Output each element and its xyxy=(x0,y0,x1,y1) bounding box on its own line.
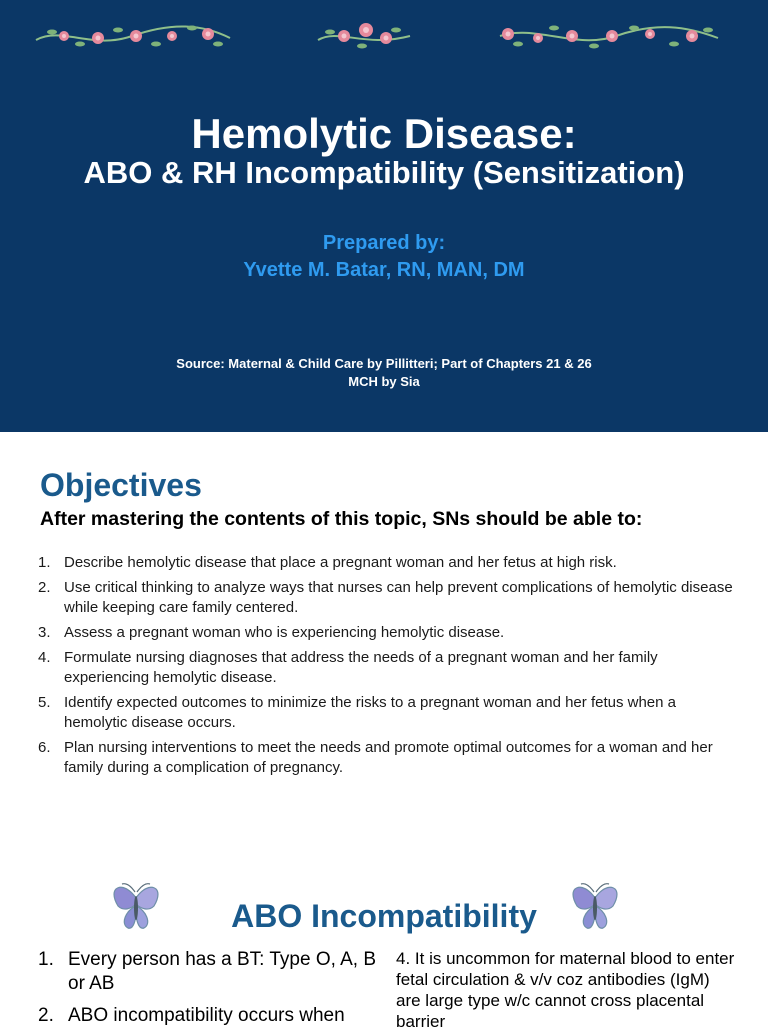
source-line-1: Source: Maternal & Child Care by Pillitteri; Part of Chapters 21 & 26 xyxy=(176,356,592,371)
list-item xyxy=(38,948,378,996)
objectives-list xyxy=(38,553,738,783)
list-item xyxy=(38,693,738,733)
list-item xyxy=(38,623,738,643)
item-number: 1. xyxy=(38,554,51,571)
item-number: 2. xyxy=(38,1005,54,1026)
item-text: Assess a pregnant woman who is experiencing hemolytic disease. xyxy=(64,624,505,641)
item-number: 6. xyxy=(38,739,51,756)
title-slide xyxy=(0,0,768,432)
abo-heading: ABO Incompatibility xyxy=(231,898,537,934)
item-text: ABO incompatibility occurs when xyxy=(68,1005,345,1026)
flower-garland-right xyxy=(496,14,722,58)
flower-garland-left xyxy=(32,14,234,58)
item-number: 1. xyxy=(38,949,54,970)
list-item xyxy=(38,738,738,778)
list-item xyxy=(38,1004,378,1028)
slide-title: Hemolytic Disease: xyxy=(191,110,577,157)
abo-right-text: 4. It is uncommon for maternal blood to enter fetal circulation & v/v coz antibodies (IgM) are large type w/c cannot cross placental barrier xyxy=(396,949,735,1031)
list-item xyxy=(38,578,738,618)
slide-subtitle: ABO & RH Incompatibility (Sensitization) xyxy=(83,155,685,190)
item-number: 3. xyxy=(38,624,51,641)
list-item xyxy=(38,553,738,573)
item-number: 2. xyxy=(38,579,51,596)
item-text: Every person has a BT: Type O, A, B or AB xyxy=(68,949,377,994)
author-name: Yvette M. Batar, RN, MAN, DM xyxy=(243,259,525,281)
item-text: Formulate nursing diagnoses that address the needs of a pregnant woman and her family experiencing hemolytic disease. xyxy=(64,649,658,686)
item-text: Identify expected outcomes to minimize the risks to a pregnant woman and her fetus when a hemolytic disease occurs. xyxy=(64,694,676,731)
item-number: 4. xyxy=(38,649,51,666)
objectives-intro: After mastering the contents of this topic, SNs should be able to: xyxy=(40,508,643,530)
objectives-heading: Objectives xyxy=(40,467,202,503)
item-number: 5. xyxy=(38,694,51,711)
item-text: Describe hemolytic disease that place a pregnant woman and her fetus at high risk. xyxy=(64,554,617,571)
prepared-by-label: Prepared by: xyxy=(322,232,446,254)
abo-list xyxy=(38,948,378,1036)
item-text: Use critical thinking to analyze ways that nurses can help prevent complications of hemolytic disease while keeping care family centered. xyxy=(64,579,733,616)
item-text: Plan nursing interventions to meet the needs and promote optimal outcomes for a woman and her family during a complication of pregnancy. xyxy=(64,739,713,776)
list-item xyxy=(38,648,738,688)
source-line-2: MCH by Sia xyxy=(348,374,420,389)
flower-garland-center xyxy=(314,14,414,58)
